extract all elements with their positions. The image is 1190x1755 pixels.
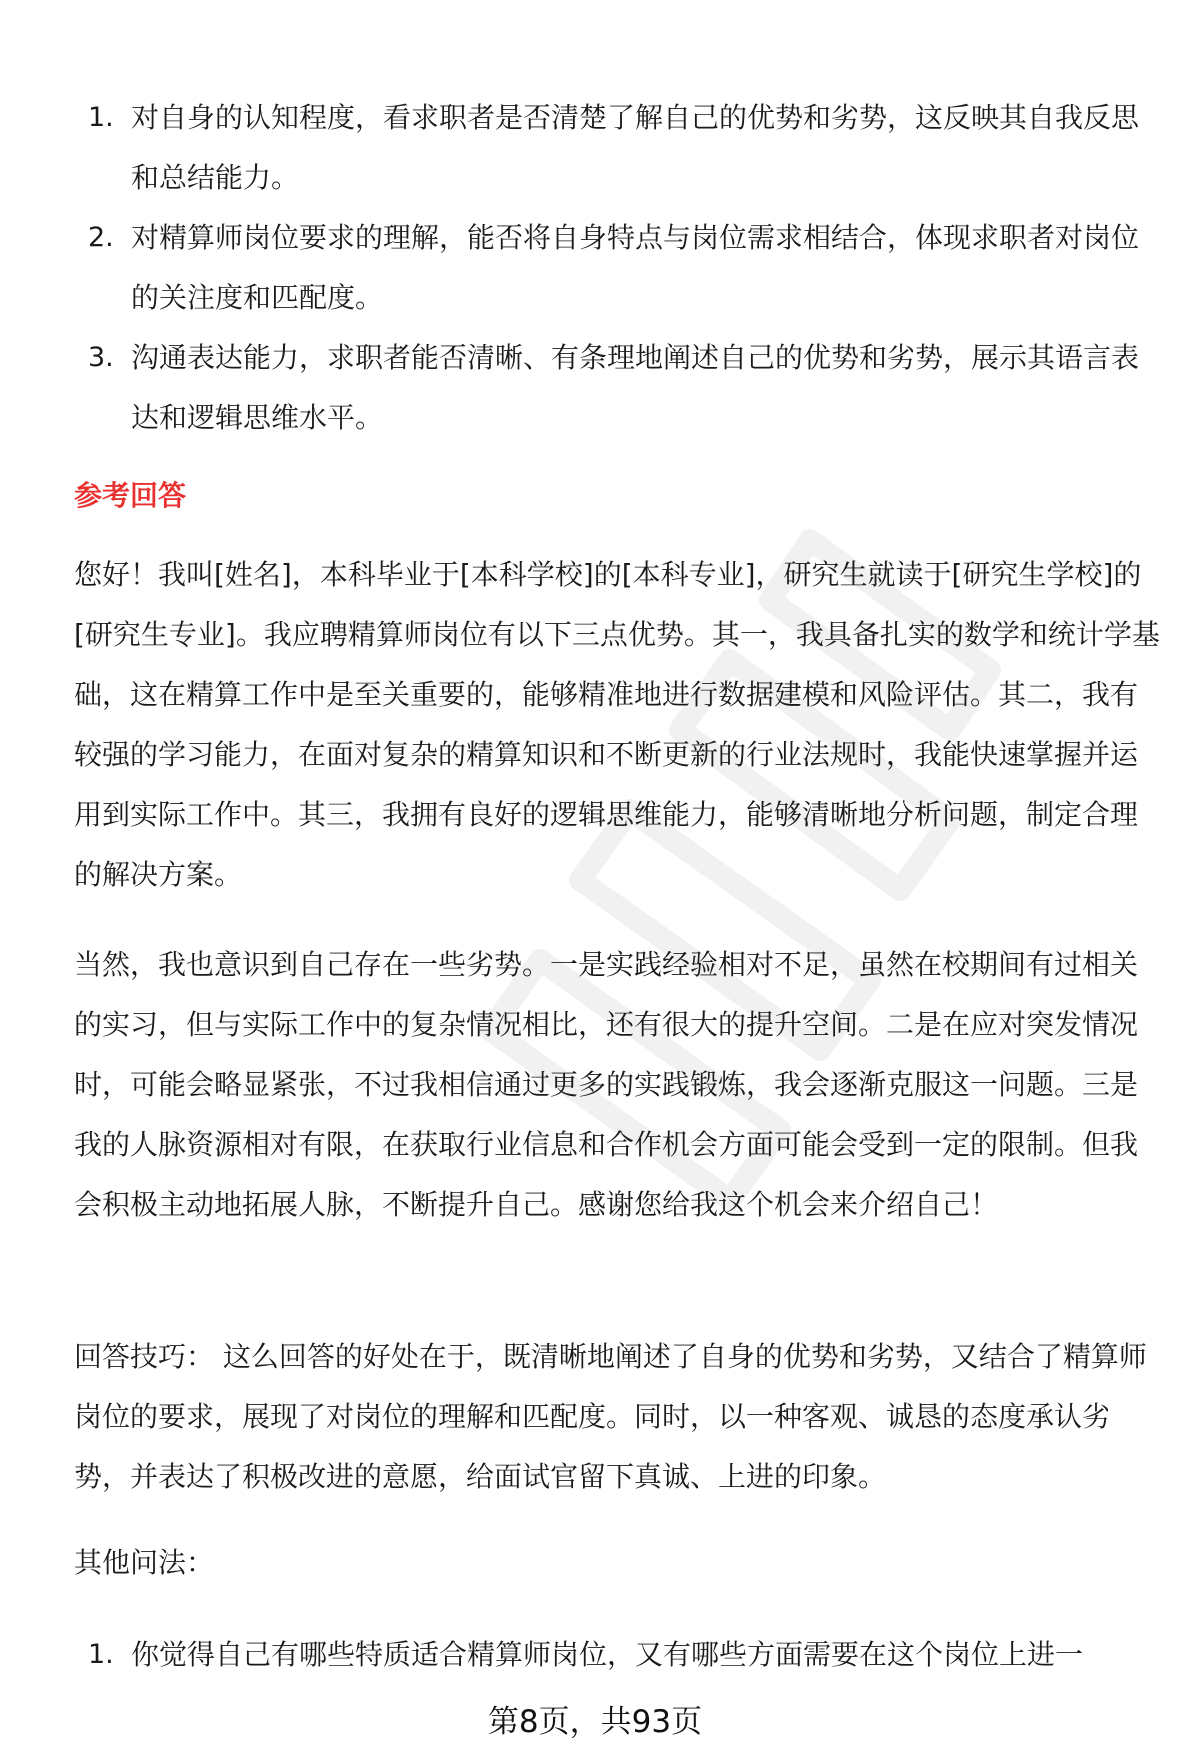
list-text: 沟通表达能力，求职者能否清晰、有条理地阐述自己的优势和劣势，展示其语言表达和逻辑思维水平。	[131, 341, 1140, 434]
list-text: 你觉得自己有哪些特质适合精算师岗位，又有哪些方面需要在这个岗位上进一	[131, 1638, 1084, 1671]
list-text: 对精算师岗位要求的理解，能否将自身特点与岗位需求相结合，体现求职者对岗位的关注度和匹配度。	[131, 221, 1140, 314]
criteria-list	[0, 88, 1190, 448]
page-number-footer: 第8页，共93页	[487, 1704, 703, 1740]
list-number: 1.	[88, 102, 114, 133]
list-number: 2.	[88, 222, 114, 253]
list-item	[0, 328, 1161, 448]
list-number: 3.	[88, 342, 114, 373]
answer-tips-paragraph: 回答技巧： 这么回答的好处在于，既清晰地阐述了自身的优势和劣势，又结合了精算师岗位的要求，展现了对岗位的理解和匹配度。同时，以一种客观、诚恳的态度承认劣势，并表达了积极改进的意愿，给面试官留下真诚、上进的印象。	[74, 1340, 1147, 1493]
list-number: 1.	[88, 1639, 114, 1670]
reference-answer-heading: 参考回答	[74, 479, 187, 512]
answer-paragraph-1: 您好！我叫[姓名]，本科毕业于[本科学校]的[本科专业]，研究生就读于[研究生学校]的[研究生专业]。我应聘精算师岗位有以下三点优势。其一，我具备扎实的数学和统计学基础，这在精算工作中是至关重要的，能够精准地进行数据建模和风险评估。其二，我有较强的学习能力，在面对复杂的精算知识和不断更新的行业法规时，我能快速掌握并运用到实际工作中。其三，我拥有良好的逻辑思维能力，能够清晰地分析问题，制定合理的解决方案。	[74, 558, 1160, 891]
list-text: 对自身的认知程度，看求职者是否清楚了解自己的优势和劣势，这反映其自我反思和总结能力。	[131, 101, 1140, 194]
list-item	[0, 1625, 1161, 1685]
list-item	[0, 88, 1161, 208]
other-questions-label: 其他问法：	[74, 1546, 215, 1579]
list-item	[0, 208, 1161, 328]
answer-paragraph-2: 当然，我也意识到自己存在一些劣势。一是实践经验相对不足，虽然在校期间有过相关的实习，但与实际工作中的复杂情况相比，还有很大的提升空间。二是在应对突发情况时，可能会略显紧张，不过我相信通过更多的实践锻炼，我会逐渐克服这一问题。三是我的人脉资源相对有限，在获取行业信息和合作机会方面可能会受到一定的限制。但我会积极主动地拓展人脉，不断提升自己。感谢您给我这个机会来介绍自己！	[74, 948, 1139, 1221]
other-questions-list	[0, 1625, 1190, 1685]
